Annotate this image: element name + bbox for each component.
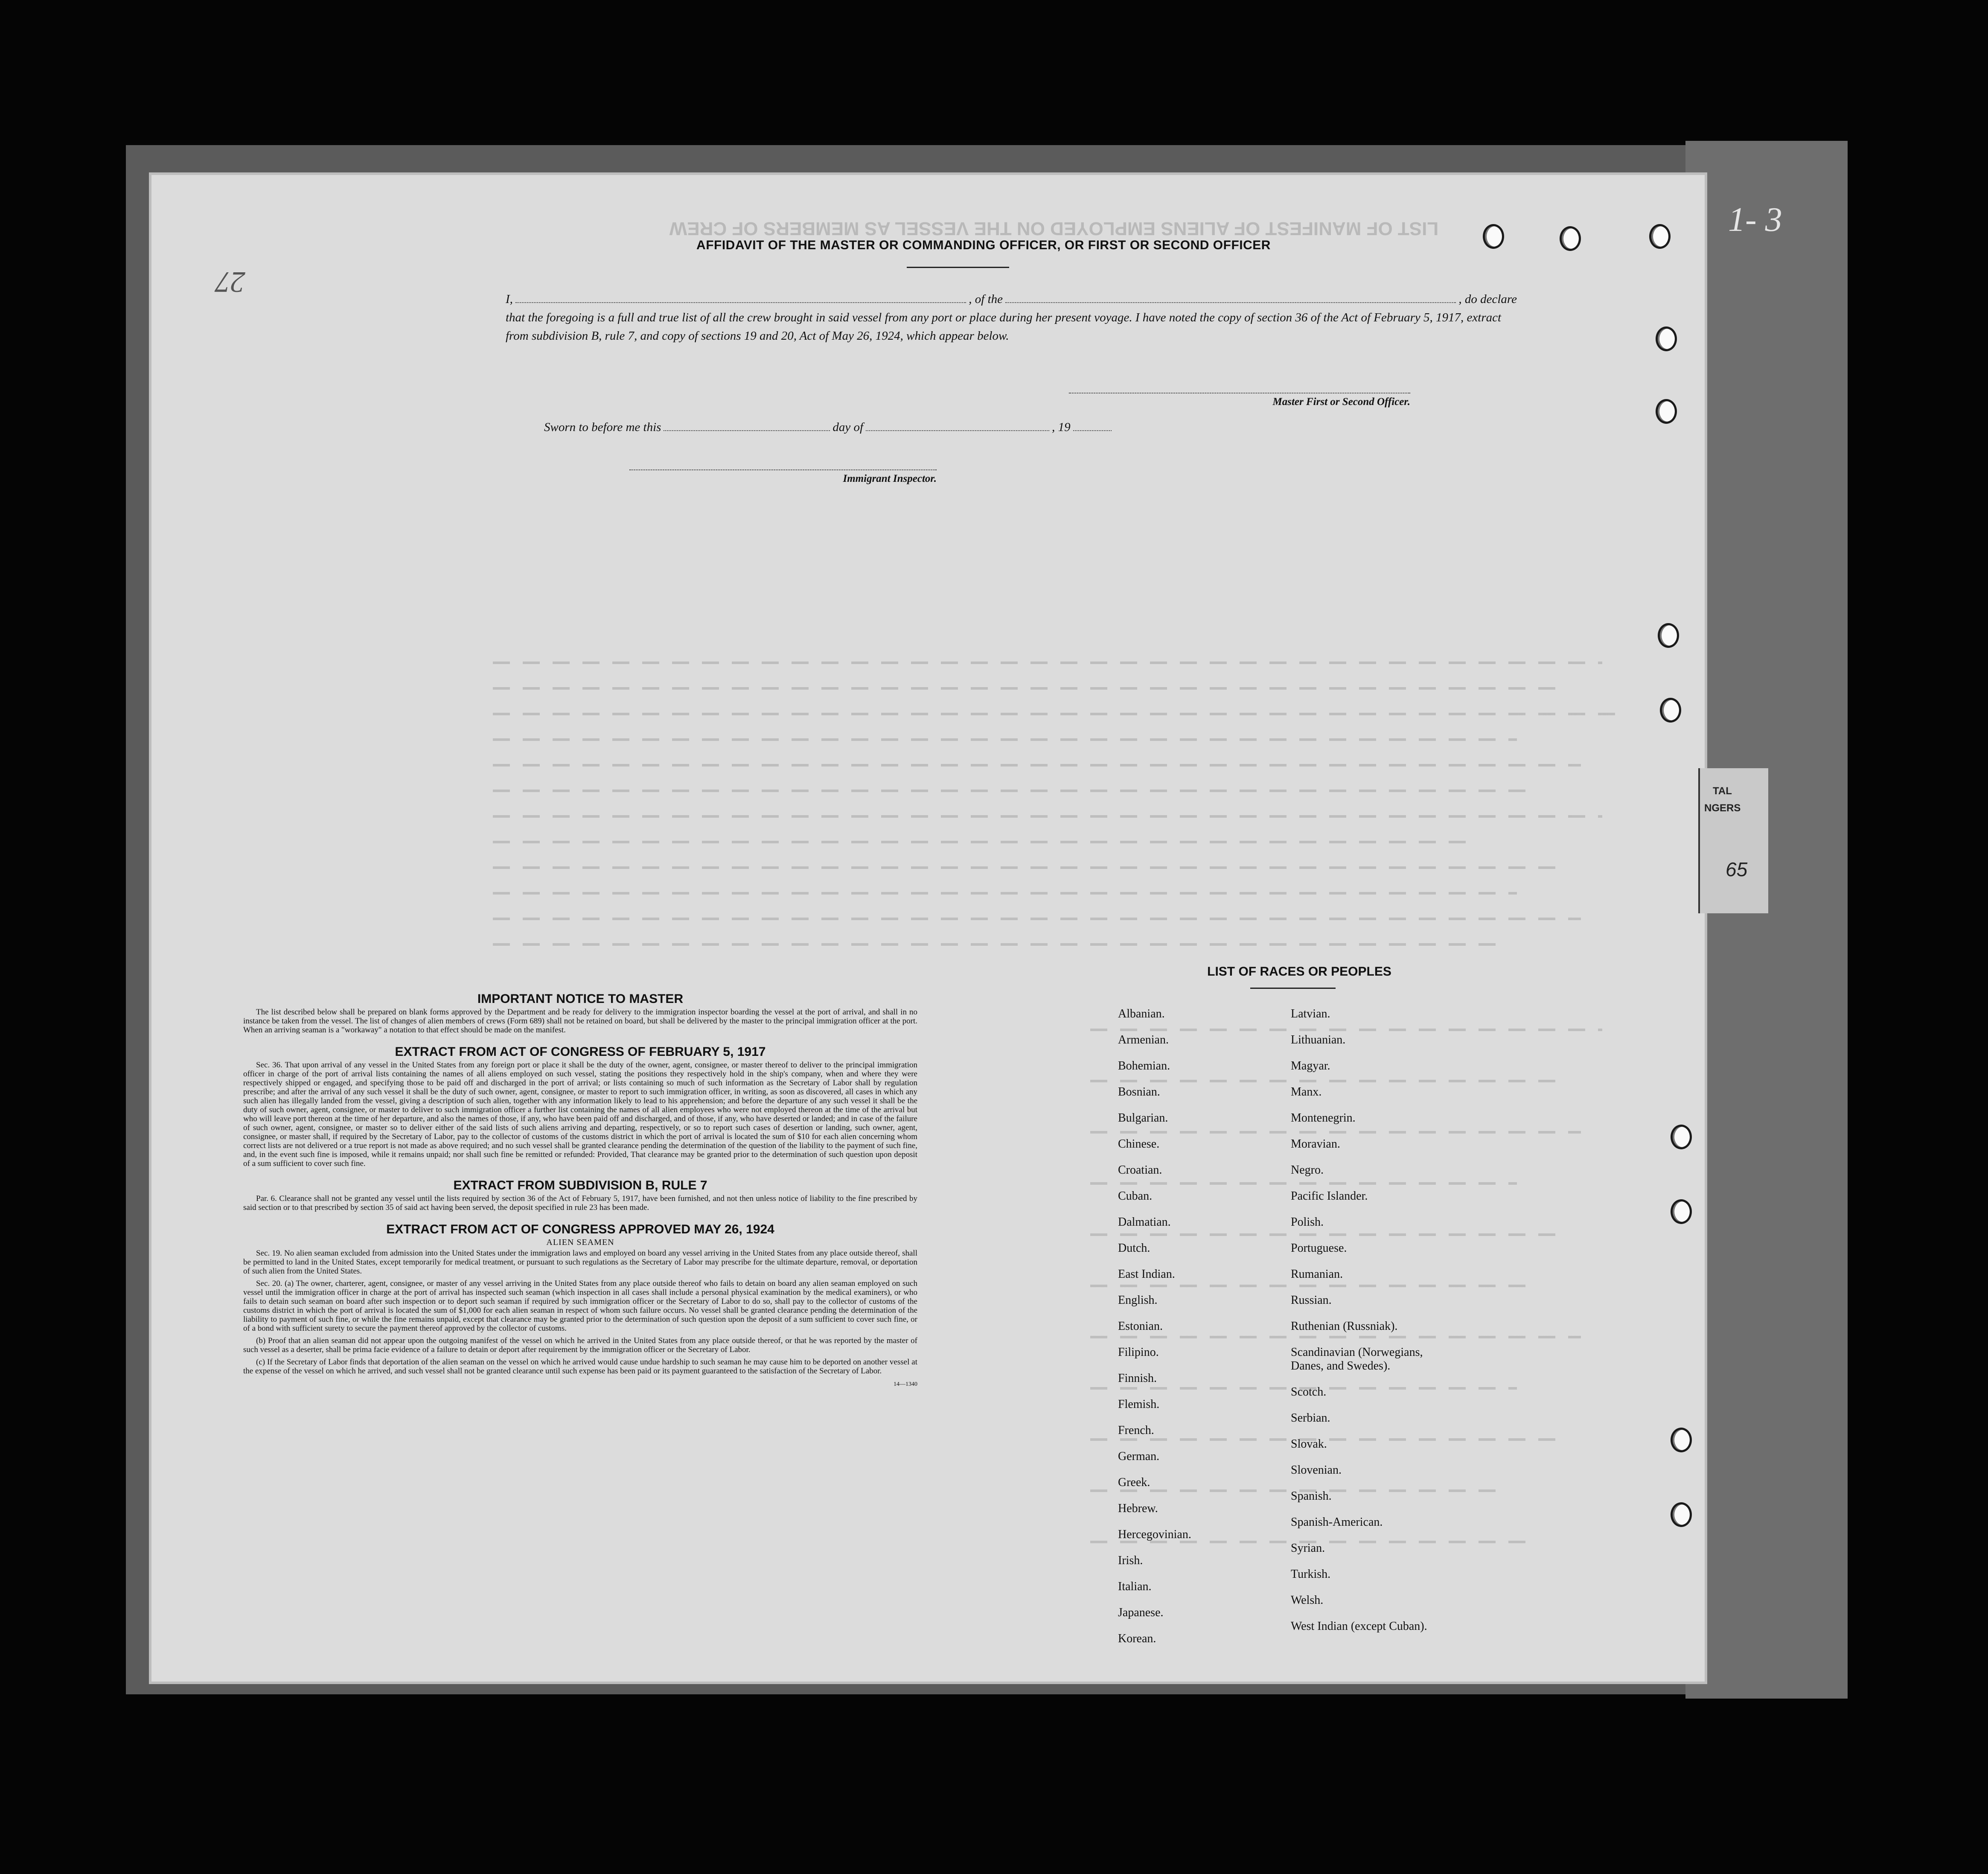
race-item: Hebrew.: [1118, 1502, 1158, 1515]
race-item: Scotch.: [1291, 1385, 1327, 1399]
race-item: Rumanian.: [1291, 1268, 1343, 1281]
corner-handwritten-mark: 1- 3: [1728, 201, 1782, 239]
race-item: Ruthenian (Russniak).: [1291, 1320, 1398, 1333]
race-item: Bosnian.: [1118, 1085, 1160, 1099]
race-item: Irish.: [1118, 1554, 1143, 1567]
race-item: Korean.: [1118, 1632, 1156, 1645]
extract-1924-sec20a: Sec. 20. (a) The owner, charterer, agent, consignee, or master of any vessel arriving in the United States from any place outside thereof who fails to detain on board any alien seaman employed on such vessel until the immigration officer in charge at the port of arrival has inspected such seaman (which inspection in all cases shall include a personal physical examination by the medical examiners), or who fails to detain such seaman on board after such inspection or to deport such seaman if required by such immigration officer or the Secretary of Labor to do so, shall pay to the collector of customs of the customs district in which the port of arrival is located the sum of $1,000 for each alien seaman in respect of whom such failure occurs. No vessel shall be granted clearance pending the determination of the liability to payment of such fine, or while the fine remains unpaid, except that clearance may be granted prior to the determination of such question upon the deposit of a sum sufficient to cover such fine, or of a bond with sufficient surety to secure the payment thereof approved by the collector of customs.: [243, 1279, 917, 1333]
race-item: Slovenian.: [1291, 1463, 1342, 1477]
affidavit-declaration-line: [506, 290, 1517, 309]
manifest-sheet: [151, 175, 1705, 1682]
punch-hole: [1649, 224, 1671, 249]
races-left-column: [1118, 1007, 1191, 1658]
races-list: [1107, 965, 1662, 1645]
inspector-signature-label: Immigrant Inspector.: [843, 473, 937, 484]
punch-hole: [1671, 1125, 1692, 1149]
race-item: Greek.: [1118, 1476, 1150, 1489]
affidavit-body: [506, 290, 1517, 345]
notice-title: IMPORTANT NOTICE TO MASTER: [477, 992, 684, 1006]
races-title: LIST OF RACES OR PEOPLES: [1207, 965, 1391, 979]
race-item: Pacific Islander.: [1291, 1189, 1368, 1203]
race-item: Croatian.: [1118, 1163, 1162, 1177]
race-item: German.: [1118, 1450, 1160, 1463]
punch-hole: [1656, 326, 1677, 351]
extract-1917-text: Sec. 36. That upon arrival of any vessel in the United States from any foreign port or place it shall be the duty of the owner, agent, consignee, or master thereof to deliver to the principal immigration officer in charge of the port of arrival lists containing the names of all aliens employed on such vessel, stating the positions they respectively hold in the ship's company, when and where they were respectively shipped or engaged, and specifying those to be paid off and discharged in the port of arrival; or lists containing so much of such information as the Secretary of Labor shall by regulation prescribe; and after the arrival of any such vessel it shall be the duty of such owner, agent, consignee, or master to report to such immigration officer, in writing, as soon as discovered, all cases in which any such alien has illegally landed from the vessel, giving a description of such alien, together with any information likely to lead to his apprehension; and before the departure of any such vessel it shall be the duty of such owner, agent, consignee, or master to deliver to such immigration officer a further list containing the names of all alien employees who were not employed thereon at the time of the arrival but who will leave port thereon at the time of her departure, and also the names of those, if any, who have been paid off and discharged, and of those, if any, who have deserted or landed; and in case of the failure of such owner, agent, consignee, or master so to deliver either of the said lists of such aliens arriving and departing, respectively, or so to report such cases of desertion or landing, such owner, agent, consignee, or master shall, if required by the Secretary of Labor, pay to the collector of customs of the customs district in which the port of arrival is located the sum of $10 for each alien concerning whom correct lists are not delivered or a true report is not made as above required; and no such vessel shall be granted clearance pending the determination of the question of the liability to the payment of such fine, and, in the event such fine is imposed, while it remains unpaid; nor shall such fine be remitted or refunded: Provided, That clearance may be granted prior to the determination of such question upon deposit of a sum sufficient to cover such fine.: [243, 1061, 917, 1168]
sworn-year-blank[interactable]: [1073, 421, 1112, 431]
extract-1924-title: EXTRACT FROM ACT OF CONGRESS APPROVED MAY 26, 1924: [386, 1222, 774, 1236]
race-item: Manx.: [1291, 1085, 1322, 1099]
punch-hole: [1671, 1199, 1692, 1224]
race-item: Flemish.: [1118, 1398, 1160, 1411]
race-item: Dutch.: [1118, 1242, 1150, 1255]
race-item: Polish.: [1291, 1215, 1324, 1229]
extract-1917-title: EXTRACT FROM ACT OF CONGRESS OF FEBRUARY 5, 1917: [395, 1045, 766, 1059]
race-item: Moravian.: [1291, 1137, 1340, 1151]
extract-1924-subtitle: ALIEN SEAMEN: [546, 1238, 614, 1247]
extract-1924-sec19: Sec. 19. No alien seaman excluded from admission into the United States under the immigration laws and employed on board any vessel arriving in the United States from any place outside thereof, shall be permitted to land in the United States, except temporarily for medical treatment, or pursuant to such regulations as the Secretary of Labor may prescribe for the ultimate departure, removal, or deportation of such alien from the United States.: [243, 1249, 917, 1276]
race-item: Spanish.: [1291, 1489, 1332, 1503]
punch-hole: [1483, 224, 1504, 249]
race-item: Latvian.: [1291, 1007, 1330, 1020]
race-item: Syrian.: [1291, 1542, 1325, 1555]
races-title-rule: [1250, 988, 1336, 989]
sworn-line: [544, 420, 1312, 434]
race-item: Turkish.: [1291, 1568, 1331, 1581]
sworn-prefix: Sworn to before me this: [544, 420, 661, 434]
race-item: Filipino.: [1118, 1346, 1159, 1359]
race-item: English.: [1118, 1294, 1158, 1307]
race-item: French.: [1118, 1424, 1154, 1437]
stamp-count: 65: [1726, 858, 1748, 880]
race-item: Scandinavian (Norwegians,: [1291, 1346, 1423, 1359]
punch-hole: [1560, 226, 1581, 251]
race-item: Lithuanian.: [1291, 1033, 1346, 1046]
race-item: Italian.: [1118, 1580, 1152, 1593]
race-item: Magyar.: [1291, 1059, 1330, 1073]
race-item: Estonian.: [1118, 1320, 1163, 1333]
extract-rule7-text: Par. 6. Clearance shall not be granted any vessel until the lists required by section 36 of the Act of February 5, 1917, have been furnished, and not then unless notice of liability to the fine prescribed by said section or to that prescribed by section 35 of said act having been served, the deposit specified in rule 23 has been made.: [243, 1194, 917, 1212]
extract-1924-sec20b: (b) Proof that an alien seaman did not appear upon the outgoing manifest of the vessel on which he arrived in the United States from any place outside thereof, or that he was reported by the master of such vessel as a deserter, shall be prima facie evidence of a failure to detain or deport after requirement by the immigration officer or the Secretary of Labor.: [243, 1336, 917, 1354]
punch-hole: [1660, 698, 1681, 723]
affidavit-title: AFFIDAVIT OF THE MASTER OR COMMANDING OFFICER, OR FIRST OR SECOND OFFICER: [696, 238, 1271, 252]
race-item: Bohemian.: [1118, 1059, 1170, 1073]
race-item: Finnish.: [1118, 1372, 1157, 1385]
race-item: Portuguese.: [1291, 1242, 1347, 1255]
stamp-line-1: TAL: [1713, 785, 1732, 797]
sworn-month-blank[interactable]: [866, 421, 1049, 431]
inspector-signature-line[interactable]: [629, 469, 937, 470]
affidavit-text: that the foregoing is a full and true list of all the crew brought in said vessel from any port or place during her present voyage. I have noted the copy of section 36 of the Act of February 5, 1917, extract from subdivision B, rule 7, and copy of sections 19 and 20, Act of May 26, 1924, which appear below.: [506, 311, 1502, 343]
race-item: Negro.: [1291, 1163, 1324, 1177]
punch-hole: [1671, 1502, 1692, 1527]
sworn-day-label: day of: [832, 420, 864, 434]
race-item: Hercegovinian.: [1118, 1528, 1191, 1541]
master-name-blank[interactable]: [515, 292, 966, 303]
affidavit-line1-suffix: , do declare: [1458, 292, 1517, 306]
affidavit-line1-mid: , of the: [969, 292, 1003, 306]
race-item: West Indian (except Cuban).: [1291, 1620, 1427, 1633]
notice-text: The list described below shall be prepared on blank forms approved by the Department and be ready for delivery to the immigration inspector boarding the vessel at the port of arrival, and shall in no instance be taken from the vessel. The list of changes of alien members of crews (Form 689) shall not be retained on board, but shall be delivered by the master to the principal immigration officer at the port. When an arriving seaman is a "workaway" a notation to that effect should be made on the manifest.: [243, 1008, 917, 1035]
extract-rule7-title: EXTRACT FROM SUBDIVISION B, RULE 7: [453, 1178, 707, 1192]
sworn-day-blank[interactable]: [664, 421, 830, 431]
race-item: Serbian.: [1291, 1411, 1330, 1425]
race-item: Slovak.: [1291, 1437, 1327, 1451]
reverse-bleedthrough-title: LIST OF MANIFEST OF ALIENS EMPLOYED ON THE VESSEL AS MEMBERS OF CREW: [669, 218, 1439, 239]
race-item: Albanian.: [1118, 1007, 1165, 1020]
inspector-signature-block: [629, 469, 937, 485]
race-item: Chinese.: [1118, 1137, 1160, 1151]
race-item: Japanese.: [1118, 1606, 1164, 1619]
race-item: Russian.: [1291, 1294, 1332, 1307]
affidavit-title-rule: [907, 267, 1009, 268]
vessel-name-blank[interactable]: [1005, 292, 1456, 303]
punch-hole: [1658, 623, 1679, 648]
punch-hole: [1656, 399, 1677, 424]
race-item: Cuban.: [1118, 1189, 1153, 1203]
race-item: Welsh.: [1291, 1594, 1324, 1607]
race-item: Montenegrin.: [1291, 1111, 1356, 1125]
race-item: Spanish-American.: [1291, 1516, 1383, 1529]
extract-1924-sec20c: (c) If the Secretary of Labor finds that deportation of the alien seaman on the vessel on which he arrived would cause undue hardship to such seaman he may cause him to be deported on another vessel at the expense of the vessel on which he arrived, and such vessel shall not be granted clearance until such expense has been paid or its payment guaranteed to the satisfaction of the Secretary of Labor.: [243, 1358, 917, 1376]
master-signature-block: [1069, 393, 1410, 408]
affidavit-line1-prefix: I,: [506, 292, 513, 306]
races-right-column: [1291, 1007, 1513, 1646]
stamp-line-2: NGERS: [1704, 802, 1741, 814]
race-item: Armenian.: [1118, 1033, 1169, 1046]
form-number: 14—1340: [894, 1381, 917, 1387]
sheet-number: 27: [215, 265, 245, 298]
passenger-total-stamp: [1698, 768, 1768, 913]
race-item: East Indian.: [1118, 1268, 1175, 1281]
sworn-year-label: , 19: [1052, 420, 1071, 434]
race-item: Dalmatian.: [1118, 1215, 1171, 1229]
punch-hole: [1671, 1428, 1692, 1452]
backing-sheet-edge: [1685, 141, 1848, 1699]
legal-notices: [243, 994, 917, 1389]
race-item: Bulgarian.: [1118, 1111, 1168, 1125]
master-signature-label: Master First or Second Officer.: [1272, 396, 1410, 408]
race-item: Danes, and Swedes).: [1291, 1359, 1391, 1373]
